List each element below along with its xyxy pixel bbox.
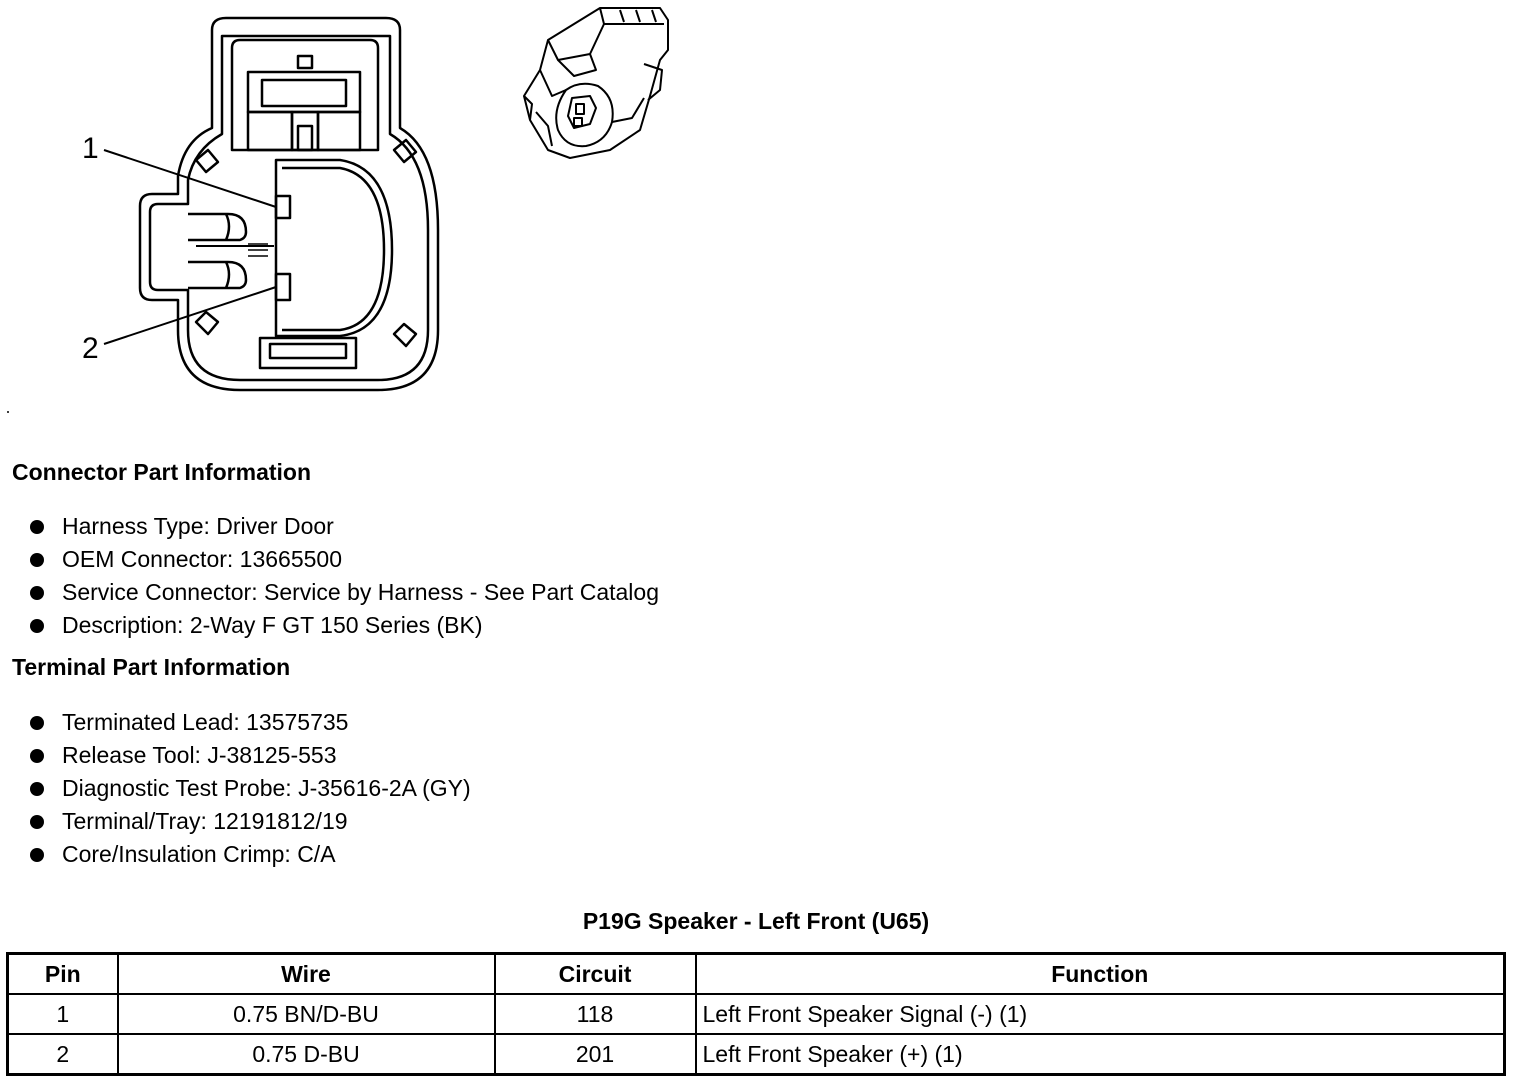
diagnostic-test-probe: Diagnostic Test Probe: J-35616-2A (GY) [62, 775, 471, 801]
pin-table-title: P19G Speaker - Left Front (U65) [582, 908, 930, 934]
bullet-icon [30, 782, 44, 796]
pin-label-1: 1 [82, 132, 99, 165]
bullet-icon [30, 749, 44, 763]
bullet-icon [30, 520, 44, 534]
connector-part-info-list [0, 510, 659, 642]
table-row [8, 994, 1505, 1034]
terminal-tray: Terminal/Tray: 12191812/19 [62, 808, 348, 834]
bullet-icon [30, 619, 44, 633]
bullet-icon [30, 553, 44, 567]
list-item [0, 739, 471, 772]
release-tool: Release Tool: J-38125-553 [62, 742, 337, 768]
circuit-cell: 201 [495, 1034, 696, 1075]
pin-cell: 2 [8, 1034, 118, 1075]
list-item [0, 805, 471, 838]
connector-isometric-view [524, 8, 668, 158]
list-item [0, 706, 471, 739]
table-header-row [8, 954, 1505, 995]
bullet-icon [30, 815, 44, 829]
function-cell: Left Front Speaker Signal (-) (1) [696, 994, 1505, 1034]
circuit-cell: 118 [495, 994, 696, 1034]
connector-part-info-heading: Connector Part Information [12, 459, 312, 485]
pin-cell: 1 [8, 994, 118, 1034]
core-insulation-crimp: Core/Insulation Crimp: C/A [62, 841, 336, 867]
terminated-lead: Terminated Lead: 13575735 [62, 709, 349, 735]
oem-connector: OEM Connector: 13665500 [62, 546, 343, 572]
table-row [8, 1034, 1505, 1075]
connector-description: Description: 2-Way F GT 150 Series (BK) [62, 612, 483, 638]
list-item [0, 609, 659, 642]
column-header-circuit: Circuit [495, 954, 696, 995]
bullet-icon [30, 848, 44, 862]
list-item [0, 838, 471, 871]
wire-cell: 0.75 D-BU [118, 1034, 495, 1075]
list-item [0, 543, 659, 576]
wire-cell: 0.75 BN/D-BU [118, 994, 495, 1034]
pin-table [6, 952, 1506, 1076]
bullet-icon [30, 586, 44, 600]
service-connector: Service Connector: Service by Harness - See Part Catalog [62, 579, 659, 605]
harness-type: Harness Type: Driver Door [62, 513, 334, 539]
list-item [0, 772, 471, 805]
column-header-wire: Wire [118, 954, 495, 995]
column-header-pin: Pin [8, 954, 118, 995]
bullet-icon [30, 716, 44, 730]
terminal-part-info-list [0, 706, 471, 871]
pin-label-2: 2 [82, 332, 99, 365]
list-item [0, 576, 659, 609]
list-item [0, 510, 659, 543]
connector-diagram [0, 0, 720, 420]
column-header-function: Function [696, 954, 1505, 995]
function-cell: Left Front Speaker (+) (1) [696, 1034, 1505, 1075]
terminal-part-info-heading: Terminal Part Information [12, 654, 291, 680]
